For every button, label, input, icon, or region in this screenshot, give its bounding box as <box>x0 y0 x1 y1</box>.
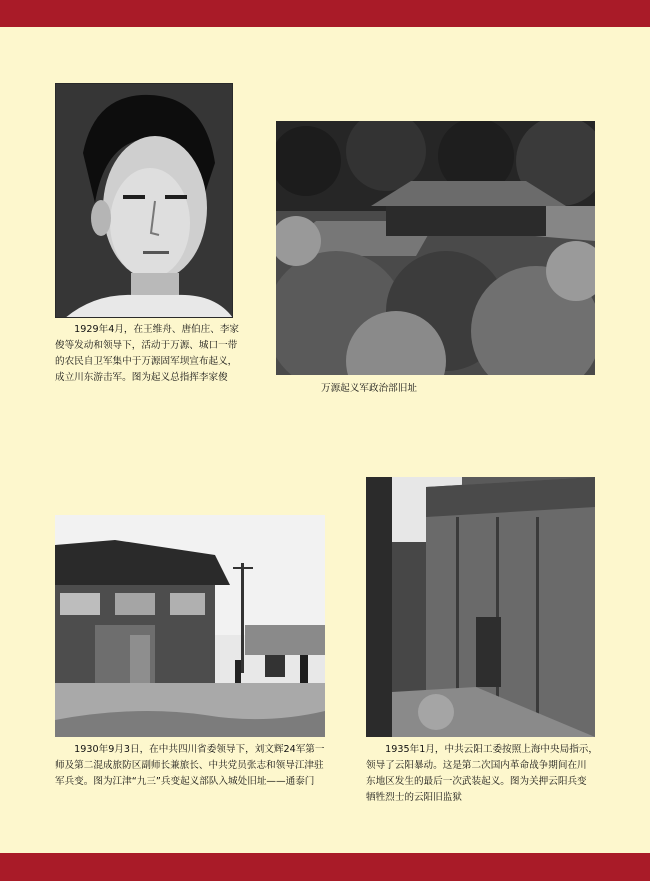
house-caption: 万源起义军政治部旧址 <box>321 383 417 394</box>
prison-caption: 1935年1月，中共云阳工委按照上海中央局指示， 领导了云阳暴动。这是第二次国内革命战争期间在川 东地区发生的最后一次武装起义。图为关押云阳兵变 牺牲烈士的云阳旧监狱 <box>366 744 598 803</box>
portrait-photo <box>55 83 233 318</box>
portrait-caption: 1929年4月，在王维舟、唐伯庄、李家 俊等发动和领导下，活动于万源、城口一带 的农民自卫军集中于万源固军坝宣布起义， 成立川东游击军。图为起义总指挥李家俊 <box>55 324 240 383</box>
top-band <box>0 0 650 27</box>
street-caption: 1930年9月3日，在中共四川省委领导下，刘文辉24军第一 师及第二混成旅防区副师长兼旅长、中共党员张志和领导江津驻 军兵变。图为江津“九三”兵变起义部队入城处旧址——通泰门 <box>55 744 325 787</box>
yunyang-prison-photo <box>366 477 595 737</box>
bottom-band <box>0 853 650 881</box>
tongtai-gate-photo <box>55 515 325 737</box>
political-department-site-photo <box>276 121 595 375</box>
